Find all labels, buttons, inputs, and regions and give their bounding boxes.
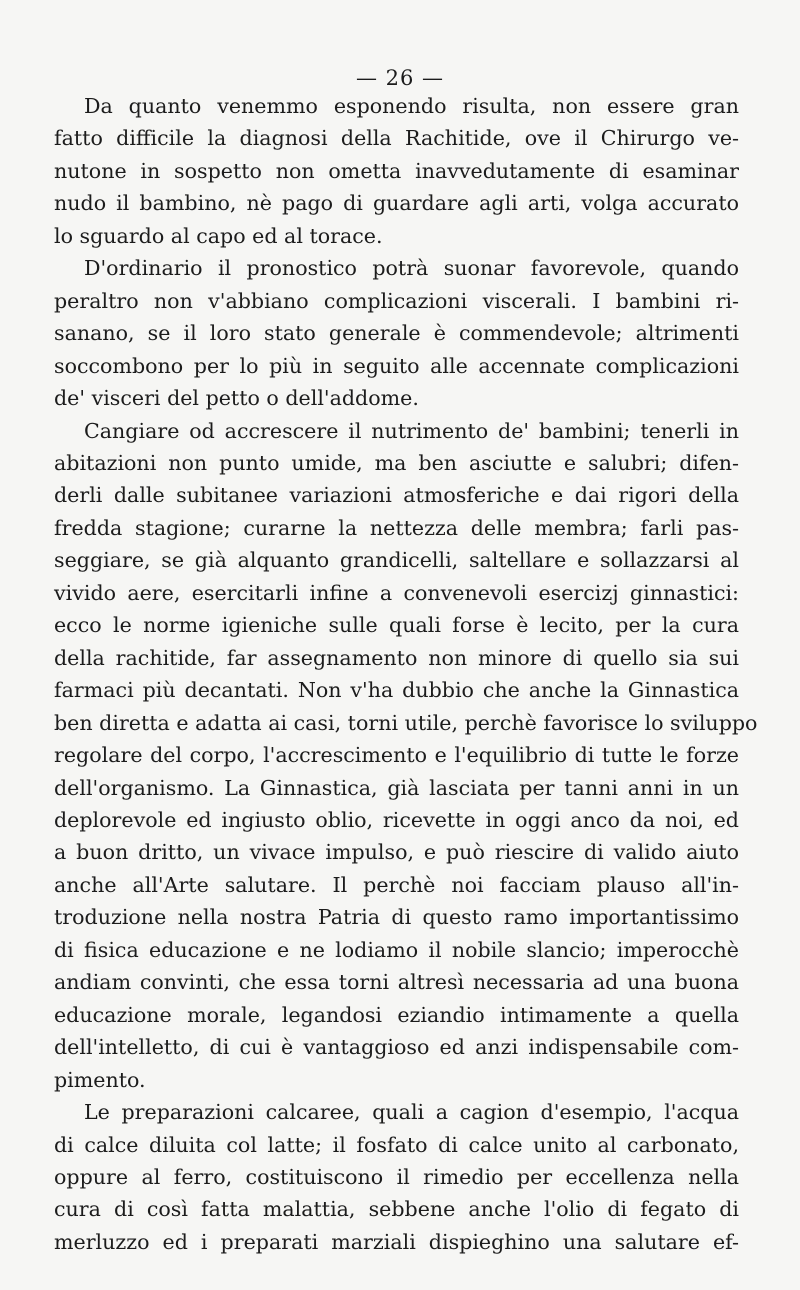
text-line: ben diretta e adatta ai casi, torni utile, perchè favorisce lo sviluppo: [54, 710, 758, 735]
text-line: merluzzo ed i preparati marziali dispieghino una salutare ef-: [54, 1229, 739, 1254]
text-line: di fisica educazione e ne lodiamo il nobile slancio; imperocchè: [54, 937, 739, 962]
text-line: seggiare, se già alquanto grandicelli, saltellare e sollazzarsi al: [54, 548, 739, 573]
text-line: regolare del corpo, l'accrescimento e l'equilibrio di tutte le forze: [54, 743, 739, 768]
text-line: D'ordinario il pronostico potrà suonar favorevole, quando: [84, 256, 739, 281]
text-line: lo sguardo al capo ed al torace.: [54, 223, 383, 248]
text-line: abitazioni non punto umide, ma ben asciutte e salubri; difen-: [54, 450, 739, 475]
text-line: derli dalle subitanee variazioni atmosferiche e dai rigori della: [54, 483, 739, 508]
text-line: Le preparazioni calcaree, quali a cagion d'esempio, l'acqua: [84, 1100, 739, 1125]
text-line: dell'organismo. La Ginnastica, già lasciata per tanni anni in un: [54, 775, 739, 800]
text-line: fredda stagione; curarne la nettezza delle membra; farli pas-: [54, 515, 739, 540]
text-line: soccombono per lo più in seguito alle accennate complicazioni: [54, 353, 739, 378]
text-line: cura di così fatta malattia, sebbene anche l'olio di fegato di: [54, 1197, 739, 1222]
text-line: sanano, se il loro stato generale è commendevole; altrimenti: [54, 321, 739, 346]
body-text: [54, 90, 758, 1258]
text-line: vivido aere, esercitarli infine a convenevoli esercizj ginnastici:: [54, 580, 739, 605]
page-number: — 26 —: [355, 66, 445, 90]
text-line: Da quanto venemmo esponendo risulta, non essere gran: [84, 94, 739, 118]
text-line: dell'intelletto, di cui è vantaggioso ed anzi indispensabile com-: [54, 1035, 739, 1060]
text-line: della rachitide, far assegnamento non minore di quello sia sui: [54, 645, 739, 670]
text-line: nutone in sospetto non ometta inavvedutamente di esaminar: [54, 158, 739, 183]
text-line: farmaci più decantati. Non v'ha dubbio che anche la Ginnastica: [54, 678, 739, 703]
text-line: anche all'Arte salutare. Il perchè noi facciam plauso all'in-: [54, 872, 739, 897]
text-line: di calce diluita col latte; il fosfato di calce unito al carbonato,: [54, 1132, 739, 1157]
text-line: a buon dritto, un vivace impulso, e può riescire di valido aiuto: [54, 840, 739, 865]
text-line: de' visceri del petto o dell'addome.: [54, 386, 419, 411]
text-line: fatto difficile la diagnosi della Rachitide, ove il Chirurgo ve-: [54, 126, 739, 151]
text-line: oppure al ferro, costituiscono il rimedio per eccellenza nella: [54, 1164, 739, 1189]
text-line: troduzione nella nostra Patria di questo ramo importantissimo: [54, 905, 739, 930]
text-line: andiam convinti, che essa torni altresì necessaria ad una buona: [54, 970, 739, 995]
text-line: Cangiare od accrescere il nutrimento de' bambini; tenerli in: [84, 418, 739, 443]
text-line: ecco le norme igieniche sulle quali forse è lecito, per la cura: [54, 613, 739, 638]
text-line: nudo il bambino, nè pago di guardare agli arti, volga accurato: [54, 191, 739, 216]
text-line: peraltro non v'abbiano complicazioni viscerali. I bambini ri-: [54, 288, 739, 313]
text-line: deplorevole ed ingiusto oblio, ricevette in oggi anco da noi, ed: [54, 807, 739, 832]
text-line: educazione morale, legandosi eziandio intimamente a quella: [54, 1002, 739, 1027]
text-line: pimento.: [54, 1067, 146, 1092]
